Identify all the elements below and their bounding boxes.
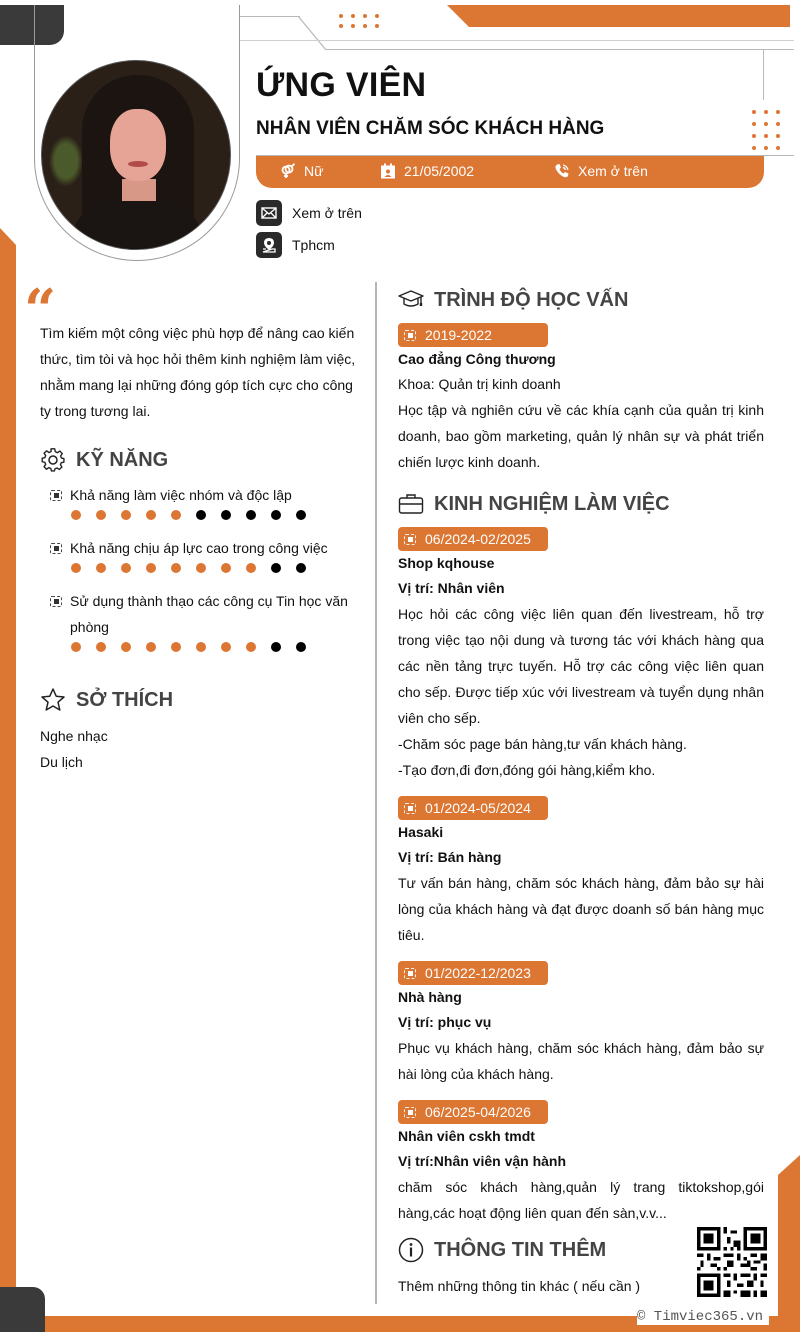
additional-info-heading — [398, 1237, 606, 1263]
skill-label: Khả năng làm việc nhóm và độc lập — [70, 487, 292, 503]
quote-icon: “ — [24, 277, 57, 343]
major: Khoa: Quản trị kinh doanh — [398, 376, 561, 392]
additional-info-title: THÔNG TIN THÊM — [434, 1238, 607, 1261]
bullet-icon — [50, 543, 62, 554]
skill-rating — [71, 642, 350, 652]
hobby-item: Du lịch — [40, 754, 83, 770]
column-divider — [375, 282, 377, 1304]
career-objective: Tìm kiếm một công việc phù hợp để nâng cao kiến thức, tìm tòi và học hỏi thêm kinh nghiệm làm việc, nhằm mang lại những đóng góp tích cực cho công ty trong tương lai. — [40, 325, 356, 419]
dot-pattern-top — [339, 14, 379, 28]
address-row — [256, 232, 335, 258]
experience-extra: -Tạo đơn,đi đơn,đóng gói hàng,kiểm kho. — [398, 762, 656, 778]
location-icon — [256, 232, 282, 258]
experience-description: chăm sóc khách hàng,quản lý trang tiktokshop,gói hàng,các hoạt động liên quan đến sàn,v.v... — [398, 1179, 764, 1221]
skill-label: Sử dụng thành thạo các công cụ Tin học văn phòng — [70, 593, 348, 635]
skill-item — [50, 535, 360, 573]
company-name: Shop kqhouse — [398, 555, 495, 571]
address-value: Tphcm — [292, 237, 335, 253]
right-accent-bar — [778, 1155, 800, 1332]
qr-code — [697, 1227, 767, 1297]
gender-icon — [280, 163, 296, 179]
phone-info — [554, 163, 648, 179]
gender-info — [280, 163, 323, 179]
position: Vị trí: phục vụ — [398, 1014, 492, 1030]
experience-title: KINH NGHIỆM LÀM VIỆC — [434, 492, 670, 515]
bullet-icon — [50, 596, 62, 607]
education-period-tag: 2019-2022 — [398, 323, 548, 347]
skill-rating — [71, 510, 360, 520]
corner-decoration-bottom-left — [0, 1287, 45, 1332]
bullet-icon — [404, 1107, 416, 1118]
experience-period-tag: 01/2024-05/2024 — [398, 796, 548, 820]
position: Vị trí: Bán hàng — [398, 849, 502, 865]
graduation-cap-icon — [398, 287, 424, 313]
info-icon — [398, 1237, 424, 1263]
company-name: Nhân viên cskh tmdt — [398, 1128, 535, 1144]
personal-info-bar — [256, 156, 764, 188]
experience-description: Tư vấn bán hàng, chăm sóc khách hàng, đảm bảo sự hài lòng của khách hàng và đạt được doanh số bán hàng mục tiêu. — [398, 875, 764, 943]
experience-description: Học hỏi các công việc liên quan đến livestream, hỗ trợ trong việc tạo nội dung và tương tác với khách hàng qua các nền tảng trực tuyến. Hỗ trợ các công việc liên quan cho sếp. Được tiếp xúc với livestream và tuyển dụng nhân viên cho sếp. — [398, 606, 764, 726]
job-title: NHÂN VIÊN CHĂM SÓC KHÁCH HÀNG — [256, 118, 605, 139]
dot-pattern-right — [752, 110, 780, 150]
bullet-icon — [404, 803, 416, 814]
avatar — [41, 60, 231, 250]
skill-rating — [71, 563, 360, 573]
experience-period-tag: 06/2024-02/2025 — [398, 527, 548, 551]
birthday-info — [380, 163, 474, 179]
education-description: Học tập và nghiên cứu về các khía cạnh của quản trị kinh doanh, bao gồm marketing, quản lý nhân sự và phát triển chiến lược kinh doanh. — [398, 402, 764, 470]
school-name: Cao đẳng Công thương — [398, 351, 556, 367]
skill-item — [50, 588, 350, 652]
left-accent-bar — [0, 228, 16, 1332]
education-heading — [398, 287, 628, 313]
hobby-item: Nghe nhạc — [40, 728, 108, 744]
position: Vị trí: Nhân viên — [398, 580, 505, 596]
company-name: Hasaki — [398, 824, 444, 840]
skill-item — [50, 482, 360, 520]
birthday-value: 21/05/2002 — [404, 163, 475, 179]
experience-extra: -Chăm sóc page bán hàng,tư vấn khách hàng. — [398, 736, 687, 752]
copyright-footer: © Timviec365.vn — [637, 1309, 769, 1325]
hobbies-heading — [40, 687, 173, 713]
experience-period-tag: 01/2022-12/2023 — [398, 961, 548, 985]
star-icon — [40, 687, 66, 713]
phone-icon — [554, 163, 570, 179]
position: Vị trí:Nhân viên vận hành — [398, 1153, 567, 1169]
phone-value: Xem ở trên — [578, 163, 648, 179]
additional-info-text: Thêm những thông tin khác ( nếu cần ) — [398, 1278, 641, 1294]
experience-heading — [398, 491, 670, 517]
bullet-icon — [404, 330, 416, 341]
skills-heading — [40, 447, 168, 473]
bullet-icon — [50, 490, 62, 501]
experience-period-tag: 06/2025-04/2026 — [398, 1100, 548, 1124]
top-accent-banner — [447, 5, 790, 27]
hobbies-title: SỞ THÍCH — [76, 688, 174, 711]
calendar-icon — [380, 163, 396, 179]
experience-description: Phục vụ khách hàng, chăm sóc khách hàng, đảm bảo sự hài lòng của khách hàng. — [398, 1040, 764, 1082]
briefcase-icon — [398, 491, 424, 517]
email-row — [256, 200, 362, 226]
company-name: Nhà hàng — [398, 989, 462, 1005]
skills-title: KỸ NĂNG — [76, 448, 169, 471]
bullet-icon — [404, 534, 416, 545]
gear-icon — [40, 447, 66, 473]
education-title: TRÌNH ĐỘ HỌC VẤN — [434, 288, 629, 311]
gender-value: Nữ — [304, 163, 324, 179]
email-icon — [256, 200, 282, 226]
skill-label: Khả năng chịu áp lực cao trong công việc — [70, 540, 328, 556]
candidate-name: ỨNG VIÊN — [256, 66, 427, 104]
bullet-icon — [404, 968, 416, 979]
email-value: Xem ở trên — [292, 205, 362, 221]
